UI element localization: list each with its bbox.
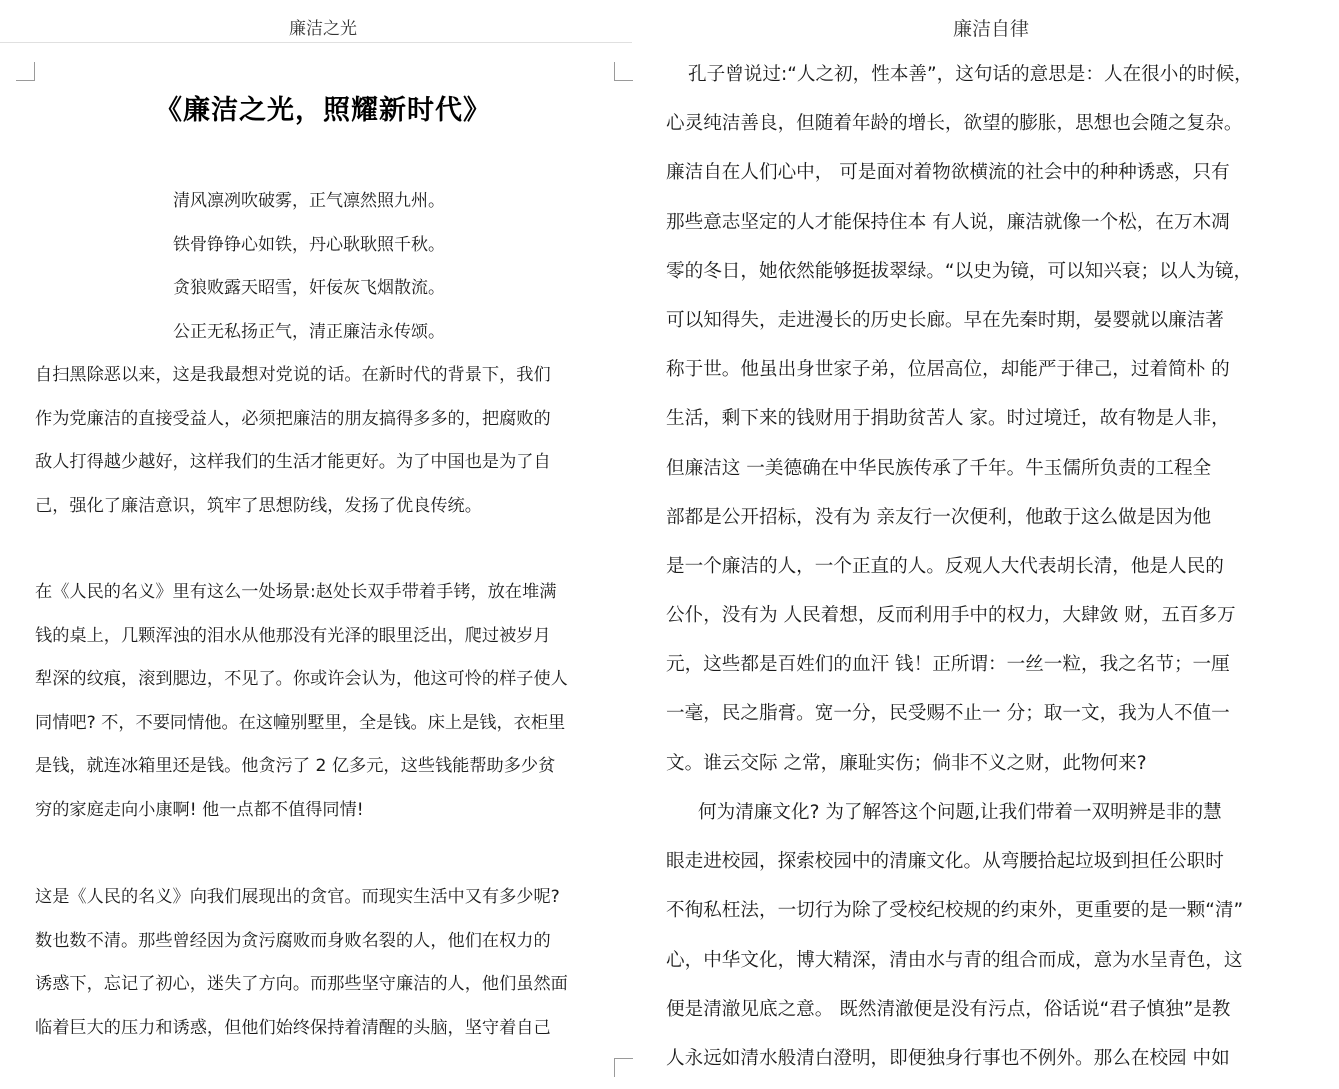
text-line: 同情吧? 不，不要同情他。在这幢别墅里，全是钱。床上是钱，衣柜里 [35, 712, 566, 733]
page-header: 廉洁之光 [289, 19, 357, 39]
text-line: 钱的桌上，几颗浑浊的泪水从他那没有光泽的眼里泛出，爬过被岁月 [35, 625, 551, 646]
poem-block [173, 183, 613, 357]
text-line: 临着巨大的压力和诱惑，但他们始终保持着清醒的头脑，坚守着自己 [35, 1017, 551, 1038]
text-line: 但廉洁这 一美德确在中华民族传承了千年。牛玉儒所负责的工程全 [666, 457, 1212, 479]
right-document-page [643, 0, 1339, 1089]
text-line: 文。谁云交际 之常，廉耻实伤；倘非不义之财，此物何来? [666, 752, 1147, 774]
body-paragraph [35, 354, 625, 528]
text-line: 那些意志坚定的人才能保持住本 有人说，廉洁就像一个松，在万木凋 [666, 211, 1230, 233]
poem-line: 贪狼败露天昭雪，奸佞灰飞烟散流。 [173, 278, 445, 298]
text-line: 便是清澈见底之意。 既然清澈便是没有污点，俗话说“君子慎独”是教 [666, 998, 1231, 1020]
text-line: 何为清廉文化? 为了解答这个问题,让我们带着一双明辨是非的慧 [698, 802, 1222, 823]
body-paragraph [35, 571, 625, 832]
text-line: 穷的家庭走向小康啊! 他一点都不值得同情! [35, 799, 364, 820]
text-line: 这是《人民的名义》向我们展现出的贪官。而现实生活中又有多少呢? [35, 887, 560, 907]
document-title: 《廉洁之光，照耀新时代》 [155, 95, 491, 126]
margin-corner-mark [16, 62, 35, 81]
margin-corner-mark [614, 1058, 633, 1077]
text-line: 廉洁自在人们心中， 可是面对着物欲横流的社会中的种种诱惑，只有 [666, 162, 1230, 184]
text-line: 公仆，没有为 人民着想，反而利用手中的权力，大肆敛 财，五百多万 [666, 605, 1236, 627]
text-line: 敌人打得越少越好，这样我们的生活才能更好。为了中国也是为了自 [35, 452, 551, 472]
margin-corner-mark [614, 62, 633, 81]
page-header: 廉洁自律 [952, 18, 1029, 40]
poem-line: 公正无私扬正气，清正廉洁永传颂。 [173, 321, 445, 342]
text-line: 犁深的纹痕，滚到腮边，不见了。你或许会认为，他这可怜的样子使人 [35, 669, 568, 689]
text-line: 部都是公开招标，没有为 亲友行一次便利，他敢于这么做是因为他 [666, 506, 1212, 528]
text-line: 人永远如清水般清白澄明，即便独身行事也不例外。那么在校园 中如 [666, 1047, 1230, 1069]
text-line: 生活，剩下来的钱财用于捐助贫苦人 家。时过境迁，故有物是人非， [666, 408, 1230, 430]
header-divider [0, 42, 632, 43]
poem-line: 清风凛冽吹破雾，正气凛然照九州。 [173, 191, 445, 211]
text-line: 不徇私枉法，一切行为除了受校纪校规的约束外，更重要的是一颗“清” [666, 900, 1244, 922]
left-document-page [0, 0, 640, 1089]
text-line: 己，强化了廉洁意识，筑牢了思想防线，发扬了优良传统。 [35, 495, 482, 516]
text-line: 一毫，民之脂膏。宽一分，民受赐不止一 分；取一文，我为人不值一 [666, 703, 1230, 725]
text-line: 称于世。他虽出身世家子弟，位居高位，却能严于律己，过着简朴 的 [666, 359, 1230, 381]
text-line: 心灵纯洁善良，但随着年龄的增长，欲望的膨胀，思想也会随之复杂。 [666, 113, 1243, 135]
body-paragraph [35, 876, 625, 1050]
text-line: 在《人民的名义》里有这么一处场景:赵处长双手带着手铐，放在堆满 [35, 582, 557, 602]
text-line: 是一个廉洁的人，一个正直的人。反观人大代表胡长清，他是人民的 [666, 555, 1224, 577]
text-line: 自扫黑除恶以来，这是我最想对党说的话。在新时代的背景下，我们 [35, 365, 551, 385]
poem-line: 铁骨铮铮心如铁，丹心耿耿照千秋。 [173, 234, 445, 255]
text-line: 可以知得失，走进漫长的历史长廊。早在先秦时期，晏婴就以廉洁著 [666, 309, 1224, 331]
text-line: 眼走进校园，探索校园中的清廉文化。从弯腰拾起垃圾到担任公职时 [666, 851, 1224, 873]
text-line: 元，这些都是百姓们的血汗 钱！正所谓：一丝一粒，我之名节；一厘 [666, 654, 1230, 676]
text-line: 心，中华文化，博大精深，清由水与青的组合而成，意为水呈青色，这 [666, 949, 1243, 971]
body-paragraph [666, 50, 1336, 788]
text-line: 数也数不清。那些曾经因为贪污腐败而身败名裂的人，他们在权力的 [35, 930, 551, 951]
text-line: 作为党廉洁的直接受益人，必须把廉洁的朋友搞得多多的，把腐败的 [35, 408, 551, 429]
text-line: 孔子曾说过:“人之初，性本善”，这句话的意思是：人在很小的时候， [688, 64, 1253, 85]
text-line: 诱惑下，忘记了初心，迷失了方向。而那些坚守廉洁的人，他们虽然面 [35, 974, 568, 994]
body-paragraph [666, 788, 1336, 1083]
text-line: 是钱，就连冰箱里还是钱。他贪污了 2 亿多元，这些钱能帮助多少贫 [35, 756, 556, 776]
text-line: 零的冬日，她依然能够挺拔翠绿。“以史为镜，可以知兴衰；以人为镜， [666, 260, 1253, 282]
